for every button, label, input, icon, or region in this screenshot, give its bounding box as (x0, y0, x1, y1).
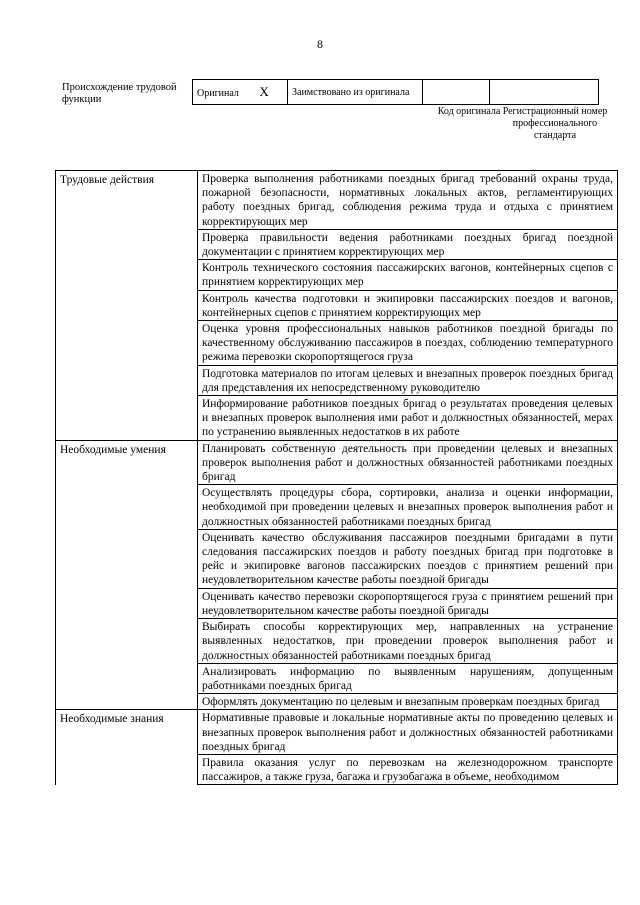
table-row (56, 260, 618, 290)
section-item: Проверка выполнения работниками поездных бригад требований охраны труда, пожарной безопасности, нормативных локальных актов, регламентирующих работу поездных бригад, соблюдения режима труда и отдыха с принятием корректирующих мер (198, 171, 618, 230)
section-label-continued (56, 260, 198, 290)
original-mark: X (259, 84, 269, 99)
table-row (56, 710, 618, 755)
section-label-continued (56, 321, 198, 366)
section-label: Трудовые действия (56, 171, 198, 230)
table-row (56, 619, 618, 664)
section-label: Необходимые знания (56, 710, 198, 755)
section-label-continued (56, 663, 198, 693)
table-row (56, 365, 618, 395)
section-item: Оценивать качество обслуживания пассажиров поездными бригадами в пути следования пассажирских поездов и работу поездных бригад при подготовке в рейс и экипировке вагонов пассажирских поездов с принятием решений при неудовлетворительном качестве работы поездной бригады (198, 529, 618, 588)
page-number: 8 (317, 37, 323, 51)
original-label: Оригинал (197, 88, 239, 99)
table-row (56, 440, 618, 485)
section-label-continued (56, 529, 198, 588)
origin-table (192, 79, 599, 105)
table-row (56, 754, 618, 784)
code-cell (423, 80, 490, 105)
table-row (56, 529, 618, 588)
section-item: Подготовка материалов по итогам целевых и внезапных проверок поездных бригад для представления их непосредственному руководителю (198, 365, 618, 395)
section-item: Контроль качества подготовки и экипировки пассажирских поездов и вагонов, контейнерных сцепов с принятием корректирующих мер (198, 290, 618, 320)
reg-number-caption: Регистрационный номер профессионального стандарта (502, 106, 608, 141)
table-row (56, 396, 618, 441)
section-item: Анализировать информацию по выявленным нарушениям, допущенным работниками поездных бригад (198, 663, 618, 693)
section-item: Осуществлять процедуры сбора, сортировки, анализа и оценки информации, необходимой при проведении целевых и внезапных проверок выполнения работ и должностных обязанностей работниками поездных бригад (198, 485, 618, 530)
table-row (56, 694, 618, 710)
section-label-continued (56, 365, 198, 395)
section-label-continued (56, 396, 198, 441)
section-label: Необходимые умения (56, 440, 198, 485)
section-label-continued (56, 694, 198, 710)
section-label-continued (56, 588, 198, 618)
origin-label: Происхождение трудовой функции (62, 82, 177, 105)
section-item: Нормативные правовые и локальные нормативные акты по проведению целевых и внезапных проверок выполнения работ и должностных обязанностей работниками поездных бригад (198, 710, 618, 755)
section-item: Оценка уровня профессиональных навыков работников поездной бригады по качественному обслуживанию пассажиров в поездах, соблюдению температурного режима перевозки скоропортящегося груза (198, 321, 618, 366)
section-item: Оформлять документацию по целевым и внезапным проверкам поездных бригад (198, 694, 618, 710)
section-item: Планировать собственную деятельность при проведении целевых и внезапных проверок выполнения работ и должностных обязанностей работниками поездных бригад (198, 440, 618, 485)
section-item: Проверка правильности ведения работниками поездных бригад поездной документации с принятием корректирующих мер (198, 229, 618, 259)
table-row (56, 290, 618, 320)
section-item: Оценивать качество перевозки скоропортящегося груза с принятием решений при неудовлетворительном качестве работы поездной бригады (198, 588, 618, 618)
section-item: Контроль технического состояния пассажирских вагонов, контейнерных сцепов с принятием корректирующих мер (198, 260, 618, 290)
section-item: Информирование работников поездных бригад о результатах проведения целевых и внезапных проверок выполнения ими работ и должностных обязанностей, мерах по устранению выявленных недостатков в их работе (198, 396, 618, 441)
section-label-continued (56, 229, 198, 259)
reg-number-cell (490, 80, 599, 105)
table-row (56, 171, 618, 230)
borrowed-cell: Заимствовано из оригинала (288, 80, 423, 105)
code-caption: Код оригинала (437, 106, 501, 117)
section-item: Правила оказания услуг по перевозкам на железнодорожном транспорте пассажиров, а также груза, багажа и грузобагажа в объеме, необходимом (198, 754, 618, 784)
section-label-continued (56, 485, 198, 530)
original-cell (193, 80, 288, 105)
table-row (56, 588, 618, 618)
table-row (56, 485, 618, 530)
section-item: Выбирать способы корректирующих мер, направленных на устранение выявленных недостатков, при проведении проверок выполнения работ и должностных обязанностей работниками поездных бригад (198, 619, 618, 664)
table-row (56, 321, 618, 366)
section-label-continued (56, 290, 198, 320)
table-row (56, 663, 618, 693)
function-table (55, 170, 618, 785)
section-label-continued (56, 619, 198, 664)
table-row (56, 229, 618, 259)
section-label-continued (56, 754, 198, 784)
